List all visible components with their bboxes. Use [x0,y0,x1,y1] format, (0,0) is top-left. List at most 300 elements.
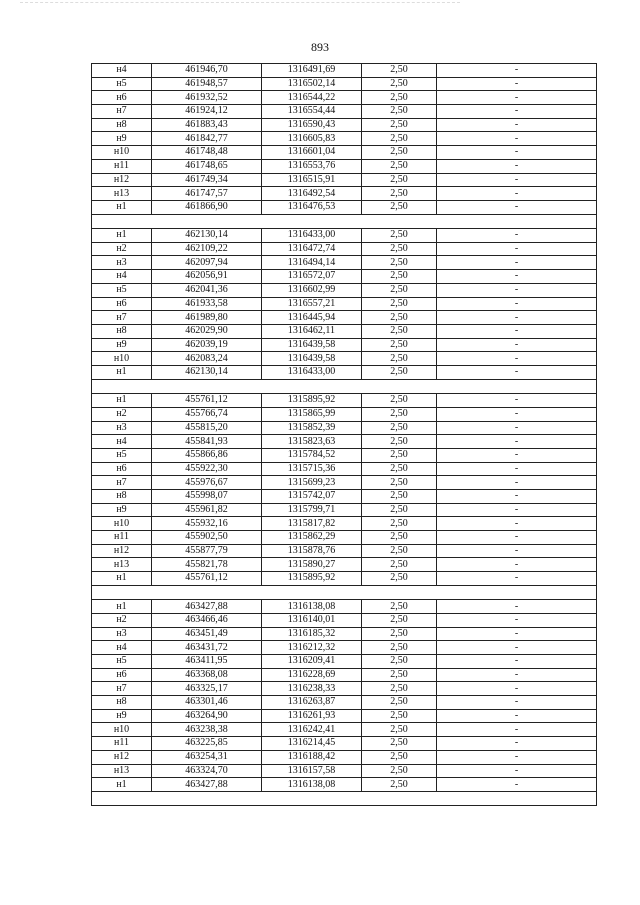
accuracy-cell: 2,50 [362,407,437,421]
accuracy-cell: 2,50 [362,682,437,696]
table-row [92,256,597,270]
accuracy-cell: 2,50 [362,764,437,778]
x-coordinate-cell: 462041,36 [152,283,262,297]
note-cell: - [437,311,597,325]
note-cell: - [437,709,597,723]
y-coordinate-cell: 1316602,99 [262,283,362,297]
note-cell: - [437,572,597,586]
y-coordinate-cell: 1315817,82 [262,517,362,531]
point-id-cell: н1 [92,229,152,243]
x-coordinate-cell: 463324,70 [152,764,262,778]
x-coordinate-cell: 463451,49 [152,627,262,641]
x-coordinate-cell: 463254,31 [152,750,262,764]
table-row [92,173,597,187]
group-separator-row [92,585,597,600]
accuracy-cell: 2,50 [362,118,437,132]
x-coordinate-cell: 463466,46 [152,613,262,627]
page-number: 893 [311,40,329,54]
point-id-cell: н6 [92,668,152,682]
coordinates-table [91,63,597,806]
table-row [92,338,597,352]
y-coordinate-cell: 1316572,07 [262,270,362,284]
y-coordinate-cell: 1316601,04 [262,146,362,160]
table-row [92,655,597,669]
x-coordinate-cell: 461842,77 [152,132,262,146]
table-row [92,146,597,160]
table-row [92,105,597,119]
point-id-cell: н1 [92,365,152,379]
note-cell: - [437,655,597,669]
point-id-cell: н12 [92,750,152,764]
point-id-cell: н7 [92,105,152,119]
accuracy-cell: 2,50 [362,737,437,751]
note-cell: - [437,558,597,572]
accuracy-cell: 2,50 [362,229,437,243]
point-id-cell: н4 [92,641,152,655]
y-coordinate-cell: 1316502,14 [262,77,362,91]
x-coordinate-cell: 461924,12 [152,105,262,119]
note-cell: - [437,338,597,352]
note-cell: - [437,778,597,792]
note-cell: - [437,750,597,764]
table-row [92,283,597,297]
group-separator-row [92,379,597,394]
point-id-cell: н1 [92,778,152,792]
y-coordinate-cell: 1316228,69 [262,668,362,682]
y-coordinate-cell: 1315742,07 [262,489,362,503]
accuracy-cell: 2,50 [362,352,437,366]
y-coordinate-cell: 1315890,27 [262,558,362,572]
table-row [92,352,597,366]
accuracy-cell: 2,50 [362,187,437,201]
point-id-cell: н8 [92,118,152,132]
x-coordinate-cell: 455932,16 [152,517,262,531]
accuracy-cell: 2,50 [362,256,437,270]
note-cell: - [437,64,597,78]
y-coordinate-cell: 1315895,92 [262,394,362,408]
note-cell: - [437,229,597,243]
x-coordinate-cell: 463301,46 [152,696,262,710]
table-row [92,297,597,311]
note-cell: - [437,256,597,270]
separator-cell [92,214,597,229]
note-cell: - [437,407,597,421]
accuracy-cell: 2,50 [362,627,437,641]
table-row [92,77,597,91]
table-row [92,750,597,764]
y-coordinate-cell: 1316515,91 [262,173,362,187]
y-coordinate-cell: 1315895,92 [262,572,362,586]
x-coordinate-cell: 455998,07 [152,489,262,503]
accuracy-cell: 2,50 [362,283,437,297]
x-coordinate-cell: 462130,14 [152,365,262,379]
accuracy-cell: 2,50 [362,200,437,214]
note-cell: - [437,159,597,173]
y-coordinate-cell: 1315862,29 [262,531,362,545]
point-id-cell: н5 [92,655,152,669]
x-coordinate-cell: 455976,67 [152,476,262,490]
y-coordinate-cell: 1316476,53 [262,200,362,214]
y-coordinate-cell: 1316590,43 [262,118,362,132]
table-row [92,407,597,421]
note-cell: - [437,297,597,311]
table-row [92,613,597,627]
scan-top-edge [20,2,460,3]
table-row [92,737,597,751]
note-cell: - [437,641,597,655]
accuracy-cell: 2,50 [362,132,437,146]
x-coordinate-cell: 461748,65 [152,159,262,173]
y-coordinate-cell: 1315699,23 [262,476,362,490]
y-coordinate-cell: 1316138,08 [262,778,362,792]
table-row [92,462,597,476]
y-coordinate-cell: 1316553,76 [262,159,362,173]
point-id-cell: н12 [92,544,152,558]
point-id-cell: н11 [92,531,152,545]
table-row [92,159,597,173]
point-id-cell: н13 [92,558,152,572]
table-row [92,394,597,408]
note-cell: - [437,764,597,778]
x-coordinate-cell: 461749,34 [152,173,262,187]
point-id-cell: н9 [92,338,152,352]
x-coordinate-cell: 463325,17 [152,682,262,696]
note-cell: - [437,242,597,256]
table-row [92,572,597,586]
y-coordinate-cell: 1316472,74 [262,242,362,256]
table-row [92,421,597,435]
y-coordinate-cell: 1315865,99 [262,407,362,421]
note-cell: - [437,132,597,146]
note-cell: - [437,77,597,91]
coordinates-table-body [92,64,597,806]
accuracy-cell: 2,50 [362,338,437,352]
point-id-cell: н1 [92,572,152,586]
note-cell: - [437,365,597,379]
x-coordinate-cell: 462039,19 [152,338,262,352]
note-cell: - [437,146,597,160]
group-separator-row [92,791,597,806]
table-row [92,600,597,614]
y-coordinate-cell: 1316445,94 [262,311,362,325]
x-coordinate-cell: 461946,70 [152,64,262,78]
x-coordinate-cell: 455761,12 [152,394,262,408]
table-row [92,489,597,503]
x-coordinate-cell: 463431,72 [152,641,262,655]
point-id-cell: н10 [92,517,152,531]
accuracy-cell: 2,50 [362,750,437,764]
point-id-cell: н6 [92,297,152,311]
table-row [92,64,597,78]
note-cell: - [437,723,597,737]
point-id-cell: н6 [92,462,152,476]
x-coordinate-cell: 462029,90 [152,324,262,338]
accuracy-cell: 2,50 [362,668,437,682]
x-coordinate-cell: 455961,82 [152,503,262,517]
accuracy-cell: 2,50 [362,448,437,462]
y-coordinate-cell: 1316433,00 [262,365,362,379]
accuracy-cell: 2,50 [362,270,437,284]
accuracy-cell: 2,50 [362,531,437,545]
y-coordinate-cell: 1316439,58 [262,352,362,366]
y-coordinate-cell: 1315799,71 [262,503,362,517]
note-cell: - [437,462,597,476]
note-cell: - [437,118,597,132]
note-cell: - [437,200,597,214]
accuracy-cell: 2,50 [362,394,437,408]
table-row [92,723,597,737]
y-coordinate-cell: 1316544,22 [262,91,362,105]
accuracy-cell: 2,50 [362,655,437,669]
accuracy-cell: 2,50 [362,105,437,119]
table-row [92,778,597,792]
point-id-cell: н12 [92,173,152,187]
note-cell: - [437,613,597,627]
note-cell: - [437,435,597,449]
y-coordinate-cell: 1316214,45 [262,737,362,751]
note-cell: - [437,682,597,696]
note-cell: - [437,173,597,187]
point-id-cell: н1 [92,600,152,614]
x-coordinate-cell: 462056,91 [152,270,262,284]
accuracy-cell: 2,50 [362,778,437,792]
note-cell: - [437,668,597,682]
x-coordinate-cell: 461748,48 [152,146,262,160]
point-id-cell: н6 [92,91,152,105]
y-coordinate-cell: 1316138,08 [262,600,362,614]
point-id-cell: н1 [92,200,152,214]
point-id-cell: н10 [92,352,152,366]
y-coordinate-cell: 1316242,41 [262,723,362,737]
table-row [92,641,597,655]
separator-cell [92,585,597,600]
table-row [92,709,597,723]
x-coordinate-cell: 455766,74 [152,407,262,421]
point-id-cell: н11 [92,159,152,173]
table-row [92,365,597,379]
point-id-cell: н7 [92,476,152,490]
x-coordinate-cell: 461883,43 [152,118,262,132]
table-row [92,270,597,284]
accuracy-cell: 2,50 [362,572,437,586]
table-row [92,91,597,105]
y-coordinate-cell: 1316212,32 [262,641,362,655]
note-cell: - [437,517,597,531]
point-id-cell: н8 [92,696,152,710]
accuracy-cell: 2,50 [362,600,437,614]
x-coordinate-cell: 463368,08 [152,668,262,682]
point-id-cell: н9 [92,503,152,517]
x-coordinate-cell: 462083,24 [152,352,262,366]
x-coordinate-cell: 461933,58 [152,297,262,311]
y-coordinate-cell: 1316157,58 [262,764,362,778]
point-id-cell: н10 [92,723,152,737]
note-cell: - [437,324,597,338]
point-id-cell: н3 [92,627,152,641]
accuracy-cell: 2,50 [362,709,437,723]
table-row [92,187,597,201]
accuracy-cell: 2,50 [362,558,437,572]
point-id-cell: н4 [92,435,152,449]
table-row [92,324,597,338]
x-coordinate-cell: 462097,94 [152,256,262,270]
accuracy-cell: 2,50 [362,242,437,256]
note-cell: - [437,105,597,119]
y-coordinate-cell: 1316238,33 [262,682,362,696]
separator-cell [92,791,597,806]
table-row [92,435,597,449]
x-coordinate-cell: 455841,93 [152,435,262,449]
accuracy-cell: 2,50 [362,641,437,655]
x-coordinate-cell: 463427,88 [152,778,262,792]
y-coordinate-cell: 1316492,54 [262,187,362,201]
x-coordinate-cell: 455821,78 [152,558,262,572]
note-cell: - [437,187,597,201]
note-cell: - [437,448,597,462]
y-coordinate-cell: 1315715,36 [262,462,362,476]
y-coordinate-cell: 1316140,01 [262,613,362,627]
table-row [92,764,597,778]
x-coordinate-cell: 461948,57 [152,77,262,91]
note-cell: - [437,91,597,105]
point-id-cell: н13 [92,187,152,201]
accuracy-cell: 2,50 [362,173,437,187]
note-cell: - [437,352,597,366]
y-coordinate-cell: 1315852,39 [262,421,362,435]
table-row [92,531,597,545]
y-coordinate-cell: 1316491,69 [262,64,362,78]
accuracy-cell: 2,50 [362,613,437,627]
note-cell: - [437,270,597,284]
x-coordinate-cell: 461932,52 [152,91,262,105]
x-coordinate-cell: 463411,95 [152,655,262,669]
accuracy-cell: 2,50 [362,311,437,325]
x-coordinate-cell: 461866,90 [152,200,262,214]
point-id-cell: н2 [92,613,152,627]
accuracy-cell: 2,50 [362,489,437,503]
y-coordinate-cell: 1316494,14 [262,256,362,270]
point-id-cell: н1 [92,394,152,408]
y-coordinate-cell: 1316462,11 [262,324,362,338]
accuracy-cell: 2,50 [362,421,437,435]
table-row [92,229,597,243]
table-row [92,448,597,462]
accuracy-cell: 2,50 [362,544,437,558]
point-id-cell: н5 [92,448,152,462]
x-coordinate-cell: 455922,30 [152,462,262,476]
accuracy-cell: 2,50 [362,476,437,490]
point-id-cell: н10 [92,146,152,160]
y-coordinate-cell: 1316185,32 [262,627,362,641]
y-coordinate-cell: 1316263,87 [262,696,362,710]
x-coordinate-cell: 462130,14 [152,229,262,243]
point-id-cell: н4 [92,64,152,78]
x-coordinate-cell: 463427,88 [152,600,262,614]
y-coordinate-cell: 1316605,83 [262,132,362,146]
table-row [92,118,597,132]
y-coordinate-cell: 1316439,58 [262,338,362,352]
table-row [92,558,597,572]
x-coordinate-cell: 463238,38 [152,723,262,737]
table-row [92,311,597,325]
separator-cell [92,379,597,394]
note-cell: - [437,737,597,751]
accuracy-cell: 2,50 [362,503,437,517]
note-cell: - [437,503,597,517]
x-coordinate-cell: 455815,20 [152,421,262,435]
group-separator-row [92,214,597,229]
table-row [92,696,597,710]
table-row [92,668,597,682]
table-row [92,476,597,490]
point-id-cell: н2 [92,242,152,256]
note-cell: - [437,283,597,297]
point-id-cell: н9 [92,132,152,146]
x-coordinate-cell: 455877,79 [152,544,262,558]
note-cell: - [437,476,597,490]
point-id-cell: н9 [92,709,152,723]
accuracy-cell: 2,50 [362,64,437,78]
accuracy-cell: 2,50 [362,517,437,531]
point-id-cell: н3 [92,256,152,270]
accuracy-cell: 2,50 [362,297,437,311]
y-coordinate-cell: 1316188,42 [262,750,362,764]
table-row [92,517,597,531]
accuracy-cell: 2,50 [362,435,437,449]
accuracy-cell: 2,50 [362,696,437,710]
table-row [92,503,597,517]
accuracy-cell: 2,50 [362,365,437,379]
point-id-cell: н8 [92,489,152,503]
note-cell: - [437,489,597,503]
y-coordinate-cell: 1315784,52 [262,448,362,462]
accuracy-cell: 2,50 [362,324,437,338]
accuracy-cell: 2,50 [362,146,437,160]
y-coordinate-cell: 1316261,93 [262,709,362,723]
note-cell: - [437,421,597,435]
point-id-cell: н8 [92,324,152,338]
table-row [92,132,597,146]
y-coordinate-cell: 1315823,63 [262,435,362,449]
accuracy-cell: 2,50 [362,77,437,91]
point-id-cell: н3 [92,421,152,435]
point-id-cell: н5 [92,77,152,91]
table-row [92,682,597,696]
y-coordinate-cell: 1316209,41 [262,655,362,669]
note-cell: - [437,696,597,710]
table-row [92,200,597,214]
table-row [92,627,597,641]
y-coordinate-cell: 1316557,21 [262,297,362,311]
accuracy-cell: 2,50 [362,462,437,476]
x-coordinate-cell: 461989,80 [152,311,262,325]
x-coordinate-cell: 463225,85 [152,737,262,751]
note-cell: - [437,531,597,545]
table-row [92,242,597,256]
note-cell: - [437,544,597,558]
x-coordinate-cell: 455866,86 [152,448,262,462]
y-coordinate-cell: 1315878,76 [262,544,362,558]
point-id-cell: н13 [92,764,152,778]
point-id-cell: н7 [92,682,152,696]
accuracy-cell: 2,50 [362,159,437,173]
point-id-cell: н5 [92,283,152,297]
table-row [92,544,597,558]
point-id-cell: н11 [92,737,152,751]
x-coordinate-cell: 462109,22 [152,242,262,256]
point-id-cell: н7 [92,311,152,325]
x-coordinate-cell: 461747,57 [152,187,262,201]
